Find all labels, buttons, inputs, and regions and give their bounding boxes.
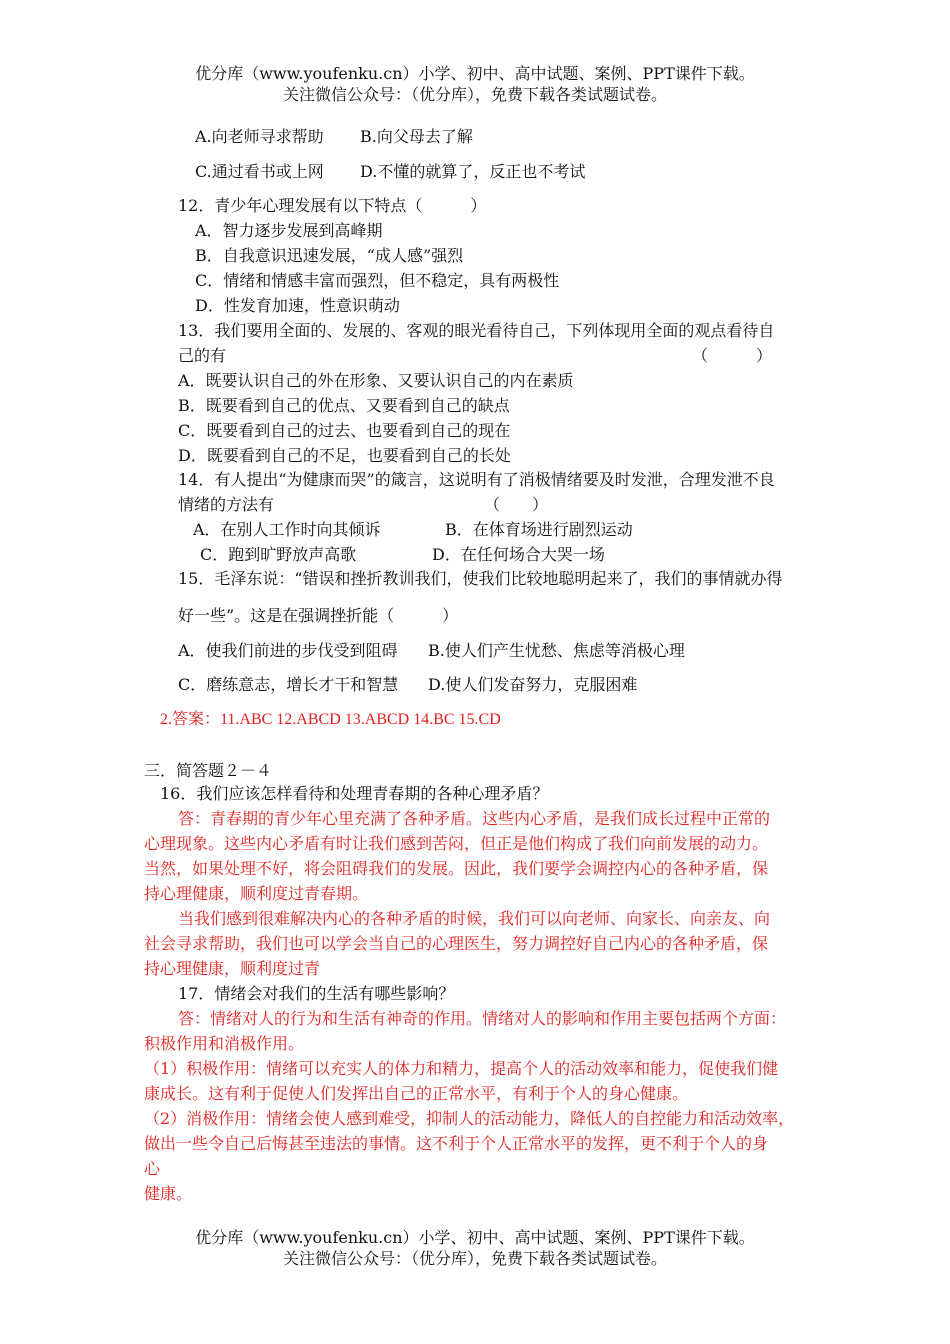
q17-answer-line: 做出一些令自己后悔甚至违法的事情。这不利于个人正常水平的发挥，更不利于个人的身: [144, 1134, 769, 1153]
q12-option-a: A．智力逐步发展到高峰期: [195, 221, 383, 240]
q13-option-b: B．既要看到自己的优点、又要看到自己的缺点: [178, 396, 510, 415]
q12-option-b: B．自我意识迅速发展，“成人感”强烈: [195, 246, 464, 265]
q11-option-b: B.向父母去了解: [360, 127, 473, 146]
footer-line-1: 优分库（www.youfenku.cn）小学、初中、高中试题、案例、PPT课件下载。: [195, 1228, 755, 1247]
q14-option-d: D．在任何场合大哭一场: [432, 545, 605, 564]
q15-option-a: A．使我们前进的步伐受到阻碍: [178, 641, 398, 660]
q15-option-b: B.使人们产生忧愁、焦虑等消极心理: [428, 641, 685, 660]
footer-line-2: 关注微信公众号：（优分库），免费下载各类试题试卷。: [282, 1249, 667, 1268]
q16-answer-line: 当然，如果处理不好，将会阻碍我们的发展。因此，我们要学会调控内心的各种矛盾，保: [144, 859, 769, 878]
q11-option-d: D.不懂的就算了，反正也不考试: [360, 162, 586, 181]
q16-answer-line: 当我们感到很难解决内心的各种矛盾的时候，我们可以向老师、向家长、向亲友、向: [178, 909, 771, 928]
q17-answer-line: （2）消极作用：情绪会使人感到难受，抑制人的活动能力，降低人的自控能力和活动效率，: [144, 1109, 795, 1128]
q17-answer-line: 健康。: [144, 1184, 193, 1203]
q15-stem-line-1: 15．毛泽东说：“错误和挫折教训我们，使我们比较地聪明起来了，我们的事情就办得: [178, 569, 783, 588]
q15-stem-line-2: 好一些”。这是在强调挫折能（ ）: [178, 606, 459, 625]
q14-answer-paren: （ ）: [484, 495, 549, 514]
q17-answer-line: 答：情绪对人的行为和生活有神奇的作用。情绪对人的影响和作用主要包括两个方面：: [178, 1009, 787, 1028]
q11-option-a: A.向老师寻求帮助: [195, 127, 324, 146]
q17-stem: 17．情绪会对我们的生活有哪些影响？: [178, 984, 455, 1003]
q13-option-a: A．既要认识自己的外在形象、又要认识自己的内在素质: [178, 371, 574, 390]
q16-answer-line: 心理现象。这些内心矛盾有时让我们感到苦闷，但正是他们构成了我们向前发展的动力。: [144, 834, 769, 853]
q16-answer-line: 持心理健康，顺利度过青春期。: [144, 884, 369, 903]
q14-option-a: A．在别人工作时向其倾诉: [193, 520, 381, 539]
q13-option-d: D．既要看到自己的不足，也要看到自己的长处: [178, 446, 511, 465]
q17-answer-line: 积极作用和消极作用。: [144, 1034, 305, 1053]
q17-answer-line: （1）积极作用：情绪可以充实人的体力和精力，提高个人的活动效率和能力，促使我们健: [144, 1059, 779, 1078]
q14-stem-line-1: 14．有人提出“为健康而哭”的箴言，这说明有了消极情绪要及时发泄，合理发泄不良: [178, 470, 775, 489]
section-3-title: 三．简答题２－４: [144, 761, 273, 780]
q16-answer-line: 持心理健康，顺利度过青: [144, 959, 321, 978]
q17-answer-line: 康成长。这有利于促使人们发挥出自己的正常水平，有利于个人的身心健康。: [144, 1084, 689, 1103]
header-line-1: 优分库（www.youfenku.cn）小学、初中、高中试题、案例、PPT课件下载。: [195, 64, 755, 83]
header-line-2: 关注微信公众号：（优分库），免费下载各类试题试卷。: [282, 85, 667, 104]
q14-stem-line-2: 情绪的方法有: [178, 495, 275, 514]
q13-option-c: C．既要看到自己的过去、也要看到自己的现在: [178, 421, 511, 440]
q11-option-c: C.通过看书或上网: [195, 162, 324, 181]
q17-answer-line: 心: [144, 1159, 161, 1178]
q16-answer-line: 答：青春期的青少年心里充满了各种矛盾。这些内心矛盾，是我们成长过程中正常的: [178, 809, 771, 828]
q15-option-c: C．磨练意志，增长才干和智慧: [178, 675, 399, 694]
q13-stem-line-1: 13．我们要用全面的、发展的、客观的眼光看待自己，下列体现用全面的观点看待自: [178, 321, 775, 340]
q15-option-d: D.使人们发奋努力，克服困难: [428, 675, 638, 694]
q13-answer-paren: （ ）: [692, 346, 773, 365]
q16-answer-line: 社会寻求帮助，我们也可以学会当自己的心理医生，努力调控好自己内心的各种矛盾，保: [144, 934, 769, 953]
answer-key: 2.答案：11.ABC 12.ABCD 13.ABCD 14.BC 15.CD: [160, 711, 501, 728]
q16-stem: 16．我们应该怎样看待和处理青春期的各种心理矛盾？: [160, 784, 549, 803]
q14-option-c: C．跑到旷野放声高歌: [200, 545, 357, 564]
q12-stem: 12．青少年心理发展有以下特点（ ）: [178, 196, 487, 215]
q12-option-c: C．情绪和情感丰富而强烈，但不稳定，具有两极性: [195, 271, 560, 290]
q12-option-d: D．性发育加速，性意识萌动: [195, 296, 400, 315]
q13-stem-line-2: 己的有: [178, 346, 227, 365]
q14-option-b: B．在体育场进行剧烈运动: [445, 520, 633, 539]
